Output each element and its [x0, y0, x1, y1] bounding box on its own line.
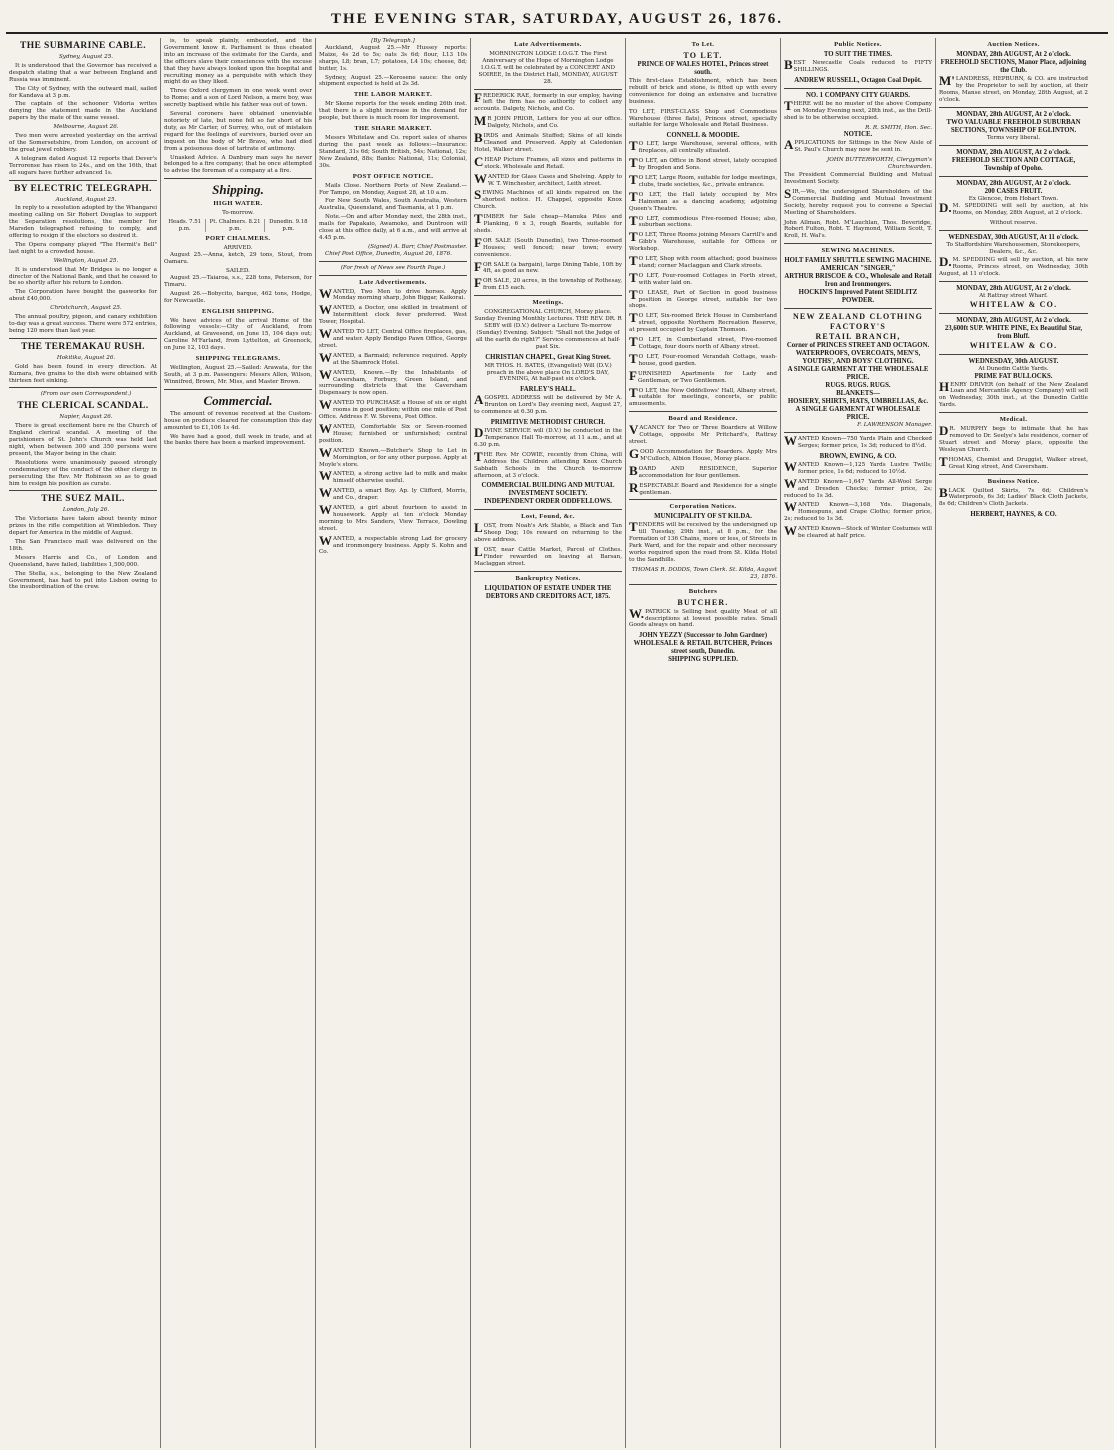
paragraph: Unasked Advice. A Danbury man says he never belonged to a fire company; that he once attempted to advise the foreman of a company at a fire.: [164, 154, 312, 175]
classified-ad: MR JOHN PRIOR, Letters for you at our office. Dalgety, Nichols, and Co.: [474, 113, 622, 130]
divider: [319, 275, 467, 276]
paragraph: Auckland, August 25.—Mr Hussey reports: Maize, 4s 2d to 5s; oats 3s 6d; flour, L13 10s sharps, L8; bran, L7; potatoes, L4 10s; cheese, 8d; butter, 1s.: [319, 44, 467, 72]
divider: [474, 295, 622, 296]
masthead-title: THE EVENING STAR, SATURDAY, AUGUST 26, 1876.: [331, 10, 783, 27]
headline-port-chalmers: PORT CHALMERS.: [205, 235, 271, 243]
paragraph: Wellington, August 25.—Sailed: Arawata, for the South, at 3 p.m. Passengers: Messrs Allen, Wilson, Winnifred, Brown, Mr. Miss, and Master Brown.: [164, 365, 312, 385]
classified-ad: John Allman, Robt. M'Lauchlan, Thos. Beveridge, Robert Fulton, Robt. T. Haymond, William Scott, T. Kroll, H. Wal's.: [784, 219, 932, 240]
paragraph: Three Oxford clergymen in one week went over to Rome; and a son of Lord Nelson, a mere boy, was secretly baptised while his father was out of town.: [164, 88, 312, 109]
paragraph: The captain of the schooner Vidoria writes denying the statement made in the Auckland papers by the mate of the same vessel.: [9, 101, 157, 122]
columns: [6, 38, 1108, 1448]
ad-title: TWO VALUABLE FREEHOLD SUBURBAN SECTIONS, TOWNSHIP OF EGLINTON.: [946, 118, 1081, 134]
ad-title: WEDNESDAY, 30th AUGUST.: [968, 357, 1059, 365]
column-3: [316, 38, 471, 1448]
classified-ad: TO LET, the New Oddfellows' Hall, Albany street, suitable for meetings, concerts, or public amusements.: [629, 384, 777, 408]
classified-ad: WANTED Known—3,168 Yds. Diagonals, Homespuns, and Crape Cloths; former price, 2s; reduced to 1s 3d.: [784, 499, 932, 523]
note: Terms very liberal.: [986, 134, 1041, 141]
ad-title: MONDAY, 28th AUGUST, At 2 o'clock.: [956, 179, 1071, 187]
headline-english-shipping: ENGLISH SHIPPING.: [201, 307, 275, 315]
headline-public-notices: Public Notices.: [834, 41, 882, 48]
classified-ad: TO LET, FIRST-CLASS Shop and Commodious Warehouse (three flats), Princes street, specially suitable for large Wholesale and Retail Business.: [629, 108, 777, 129]
divider: [939, 281, 1088, 282]
classified-ad: TENDERS will be received by the undersigned up till Tuesday, 29th inst., at 8 p.m., for the Formation of 136 Chains, more or less, of Streets in Park Ward, and for the repair and other necessary works required upon the road from St. Kilda Hotel to the Sandhills.: [629, 519, 777, 563]
classified-ad: BLACK Quilted Skirts, 7s 6d; Children's Waterproofs, 6s 3d; Ladies' Black Cloth Jackets, 8s 6d; Children's Cloth Jackets.: [939, 484, 1088, 508]
paragraph: Mr Skene reports for the week ending 26th inst. that there is a slight increase in the demand for people, but there is much room for improvement.: [319, 101, 467, 122]
paragraph: The annual poultry, pigeon, and canary exhibition to-day was a great success. There were 572 entries, being 120 more than last year.: [9, 314, 157, 334]
headline-late-advertisements: Late Advertisements.: [514, 41, 582, 48]
column-7: [936, 38, 1091, 1448]
classified-ad: TO LET, Three Rooms joining Messrs Carrill's and Gibb's Warehouse, suitable for Offices or Workshop.: [629, 229, 777, 253]
classified-ad: WANTED, Known.—By the Inhabitants of Caversham, Forbury, Green Island, and surrounding districts that the Caversham Dispensary is now open.: [319, 366, 467, 397]
classified-ad: HENRY DRIVER (on behalf of the New Zealand Loan and Mercantile Agency Company) will sell on Wednesday, 30th inst., at the Dunedin Cattle Yards.: [939, 378, 1088, 409]
classified-ad: TO LET, in Cumberland street, Five-roomed Cottage, four doors north of Albany street.: [629, 334, 777, 350]
ad-title: MONDAY, 28th AUGUST, At 2 o'clock.: [956, 148, 1071, 156]
classified-ad: FOR SALE (South Dunedin), two Three-roomed Houses; well fenced; near town; every convenience.: [474, 234, 622, 258]
classified-ad: TO LET, Six-roomed Brick House in Cumberland street, opposite Northern Recreation Reserve, at present occupied by Captain Thomson.: [629, 310, 777, 334]
headline-business-notice: Business Notice.: [987, 477, 1040, 485]
classified-ad: BEST Newcastle Coals reduced to FIFTY SHILLINGS.: [784, 57, 932, 73]
paragraph: Several coroners have obtained unenviable notoriety of late, but none fell so far short of his duty, as Mr Carter, of Surrey, who, out of mistaken regard for the feelings of survivors, buried over an inquest on the body of Mr Bravo, who had died from a poisonous dose of tartrate of antimony.: [164, 111, 312, 152]
classified-ad: This first-class Establishment, which has been rebuilt of brick and stone, is fitted up with every convenience for doing an extensive and lucrative business.: [629, 78, 777, 105]
classified-ad: SEWING Machines of all kinds repaired on the shortest notice. H. Chappel, opposite Knox Church.: [474, 187, 622, 211]
headline-medical: Medical.: [999, 416, 1028, 424]
ad-big-title: TO LET.: [683, 51, 723, 60]
dateline: Chief Post Office, Dunedin, August 26, 1876.: [325, 250, 452, 257]
divider: [164, 389, 312, 390]
classified-ad: MORNINGTON LODGE I.O.G.T. The First Anniversary of the Hope of Mornington Lodge I.O.G.T. will be celebrated by a CONCERT AND SOIREE, In the District Hall, MONDAY, AUGUST 28.: [478, 51, 618, 85]
divider: [9, 180, 157, 181]
classified-ad: TO LET, Four-roomed Cottages in Forth street, with water laid on.: [629, 269, 777, 286]
tides-table: [164, 219, 312, 232]
classified-ad: BOARD AND RESIDENCE, Superior accommodation for four gentlemen.: [629, 462, 777, 479]
classified-ad: TO LET, Large Room, suitable for lodge meetings, clubs, trade societies, &c., private entrance.: [629, 171, 777, 188]
paragraph: For New South Wales, South Australia, Western Australia, Queensland, and Tasmania, at 1 p.m.: [319, 198, 467, 212]
classified-ad: TO LET, an Office in Bond street, lately occupied by Brogden and Sons.: [629, 155, 777, 172]
classified-ad: DR. MURPHY begs to intimate that he has removed to Dr. Seelye's late residence, corner of Stuart street and Moray place, opposite the Wesleyan Church.: [939, 423, 1088, 453]
ad-title: BLANKETS—: [836, 390, 880, 398]
classified-ad: The President Commercial Building and Mutual Investment Society.: [784, 172, 932, 185]
divider: [939, 107, 1088, 108]
classified-ad: WANTED Known—750 Yards Plain and Checked Serges; former price, 1s 3d; reduced to 8½d.: [784, 433, 932, 450]
dateline: Wellington, August 25.: [53, 257, 119, 264]
note: [By Telegraph.]: [371, 38, 415, 44]
divider: [784, 243, 932, 244]
paragraph: It is understood that Mr Bridges is no longer a director of the National Bank, and that he ceased to be so shortly after his return to London.: [9, 266, 157, 287]
classified-ad: TO LET, large Warehouse, several offices, with fireplaces, all centrally situated.: [629, 138, 777, 155]
ad-big-title: BUTCHER.: [677, 597, 729, 607]
divider: [629, 584, 777, 585]
dateline: Auckland, August 25.: [55, 196, 117, 203]
signature: THOMAS R. DODDS, Town Clerk. St. Kilda, August 23, 1876.: [631, 566, 777, 580]
paragraph: Note.—On and after Monday next, the 28th inst., mails for Papakaio, Awamoko, and Duntroon will close at this office daily, at 6 a.m., and will arrive at 4.45 p.m.: [319, 214, 467, 241]
divider: [939, 474, 1088, 475]
dateline: Hokitika, August 26.: [56, 354, 116, 361]
classified-ad: RESPECTABLE Board and Residence for a single gentleman.: [629, 479, 777, 496]
classified-ad: TO LEASE, Part of Section in good business position in George street, suitable for two shops.: [629, 286, 777, 310]
classified-ad: WANTED Known.—Butcher's Shop to Let in Mornington, or for any other purpose. Apply at Moyle's store.: [319, 444, 467, 468]
ad-title: COMMERCIAL BUILDING AND MUTUAL INVESTMENT SOCIETY.: [481, 482, 615, 498]
ad-big-title: RETAIL BRANCH,: [815, 332, 901, 342]
paragraph: The San Francisco mail was delivered on the 18th.: [9, 539, 157, 552]
classified-ad: TO LET, Shop with room attached; good business stand; corner Maclaggan and Clark streets.: [629, 253, 777, 269]
divider: [474, 89, 622, 90]
headline-labor-market: THE LABOR MARKET.: [353, 91, 433, 99]
divider: [939, 230, 1088, 231]
classified-ad: CONGREGATIONAL CHURCH, Moray place. Sunday Evening Monthly Lectures. THE REV. DR. R SEBY will (D.V.) deliver a Lecture To-morrow (Sunday) Evening. Subject: "Shall not the Judge of all the earth do right?" Service commences at half-past Six.: [474, 309, 622, 350]
paragraph: We have had a good, dull week in trade, and at the banks there has been a marked improvement.: [164, 433, 312, 447]
paragraph: Resolutions were unanimously passed strongly condemnatory of the conduct of the other clergy in persecuting the Rev. Mr Robinson so as to goad him to resign his position as curate.: [9, 459, 157, 487]
classified-ad: WANTED for Glass Cases and Shelving. Apply to W. T. Winchester, architect, Leith street.: [474, 170, 622, 187]
classified-ad: APPLICATIONS for Sittings in the New Aisle of St. Paul's Church may now be sent in.: [784, 137, 932, 154]
ad-title: 23,600ft SUP. WHITE PINE, Ex Beautiful Star, from Bluff.: [944, 324, 1083, 340]
headline-shipping-telegrams: SHIPPING TELEGRAMS.: [195, 355, 281, 363]
paragraph: It is understood that the Governor has received a despatch stating that a war between England and Russia was imminent.: [9, 62, 157, 83]
classified-ad: WANTED Known—1,647 Yards All-Wool Serge and Dresden Checks; former price, 2s; reduced to 1s 3d.: [784, 475, 932, 499]
ad-title: ANDREW RUSSELL, Octagon Coal Depôt.: [794, 76, 922, 84]
ad-title: A SINGLE GARMENT AT THE WHOLESALE PRICE.: [787, 366, 929, 382]
classified-ad: TIMBER for Sale cheap—Manuka Piles and Planking, 6 x 3, rough Boards, suitable for sheds.: [474, 211, 622, 234]
classified-ad: WANTED, a strong active lad to milk and make himself otherwise useful.: [319, 468, 467, 485]
note: (From our own Correspondent.): [40, 391, 132, 398]
paragraph: Two men were arrested yesterday on the arrival of the Somersetshire, from London, on account of the great jewel robbery.: [9, 133, 157, 153]
ad-title: JOHN YEZZY (Successor to John Gardner) WHOLESALE & RETAIL BUTCHER, Princes street south, Dunedin.: [633, 632, 773, 656]
paragraph: August 25.—Taiaroa, s.s., 228 tons, Peterson, for Timaru.: [164, 274, 312, 288]
headline-sewing-machines: SEWING MACHINES.: [821, 247, 895, 255]
ad-title: BROWN, EWING, & CO.: [819, 452, 897, 460]
classified-ad: THOMAS, Chemist and Druggist, Walker street, Great King street, And Caversham.: [939, 453, 1088, 470]
divider: [939, 313, 1088, 314]
ad-title: WATERPROOFS, OVERCOATS, MEN'S, YOUTHS', AND BOYS' CLOTHING.: [795, 350, 921, 366]
headline-suez-mail: THE SUEZ MAIL.: [41, 494, 125, 505]
ad-title: RUGS. RUGS. RUGS.: [825, 382, 891, 390]
classified-ad: THERE will be no muster of the above Company on Monday Evening next, 28th inst., as the Drill-shed is to be otherwise occupied.: [784, 97, 932, 121]
divider: [474, 509, 622, 510]
note: Ex Glencoe, from Hobart Town.: [968, 195, 1059, 202]
headline-board-residence: Board and Residence.: [668, 415, 738, 423]
ad-title: MONDAY, 28th AUGUST, At 2 o'clock.: [956, 316, 1071, 324]
classified-ad: WANTED Known—Stock of Winter Costumes will be cleared at half price.: [784, 523, 932, 540]
note: To Staffordshire Warehousemen, Storekeepers, Dealers, &c., &c.: [946, 242, 1081, 256]
subhead: SAILED.: [226, 268, 250, 275]
ad-title: MUNICIPALITY OF ST KILDA.: [654, 513, 752, 521]
column-4: [471, 38, 626, 1448]
classified-ad: WANTED Known—1,125 Yards Lustre Twills; former price, 1s 6d; reduced to 10½d.: [784, 458, 932, 475]
ad-title: PRIMITIVE METHODIST CHURCH.: [490, 419, 606, 427]
dateline: Sydney, August 25.: [58, 54, 114, 60]
headline-electric-telegraph: BY ELECTRIC TELEGRAPH.: [14, 183, 152, 194]
classified-ad: WANTED TO PURCHASE a House of six or eight rooms in good position; within one mile of Post Office. Address F. W. Stevens, Post Office.: [319, 397, 467, 421]
ad-title: MONDAY, 28th AUGUST, At 2 o'clock.: [956, 284, 1071, 292]
ad-big-title: NEW ZEALAND CLOTHING FACTORY'S: [792, 312, 924, 332]
classified-ad: FREDERICK RAE, formerly in our employ, having left the firm has no authority to collect any accounts. Dalgety, Nichols, and Co.: [474, 89, 622, 113]
paragraph: Mails Close. Northern Ports of New Zealand.—For Tampo, on Monday, August 28, at 10 a.m.: [319, 182, 467, 196]
classified-ad: WANTED, a smart Boy. Ap. ly Clifford, Morris, and Co., draper.: [319, 485, 467, 502]
paragraph: is, to speak plainly, embezzled, and the Government know it. Parliament is thus cheated into an increase of the estimate for the Cards, and the officers slave their consciences with the excuse that they have always looked upon the hospital and recruiting money as a perquisite with which they might do as they liked.: [164, 38, 312, 86]
tides-chalmers: Pt. Chalmers. 8.21 p.m.: [206, 219, 264, 232]
headline-post-office: POST OFFICE NOTICE.: [352, 172, 434, 180]
paragraph: The City of Sydney, with the outward mail, sailed for Kandava at 3 p.m.: [9, 85, 157, 99]
ad-title: TO SUIT THE TIMES.: [823, 51, 893, 58]
ad-title: SHIPPING SUPPLIED.: [668, 656, 738, 664]
subhead: ARRIVED.: [223, 245, 253, 252]
classified-ad: SIR,—We, the undersigned Shareholders of the Commercial Building and Mutual Investment Society, hereby request you to convene a Special Meeting of Shareholders.: [784, 185, 932, 216]
classified-ad: LOST, from Noah's Ark Stable, a Black and Tan Sheep Dog; 10s reward on returning to the above address.: [474, 520, 622, 544]
paragraph: Sydney, August 25.—Kerosene sauce: the only shipment expected is held at 2s 3d.: [319, 74, 467, 88]
note: (For fresh of News see Fourth Page.): [340, 264, 446, 271]
ad-title: FREEHOLD SECTION AND COTTAGE, Township of Opoho.: [951, 156, 1076, 172]
headline-share-market: THE SHARE MARKET.: [354, 125, 432, 133]
divider: [629, 499, 777, 500]
paragraph: We have advices of the arrival Home of the following vessels:—City of Auckland, from Auckland, at Gravesend, on June 15, 104 days out; Caroline M'Farland, from Lyttelton, at Greenock, on June 12, 103 days.: [164, 317, 312, 352]
signature: (Signed) A. Barr, Chief Postmaster.: [368, 243, 467, 250]
tides-label: To-morrow.: [222, 210, 254, 217]
ad-title: FARLEY'S HALL.: [520, 386, 576, 394]
column-1: [6, 38, 161, 1448]
ad-title: Corner of PRINCES STREET AND OCTAGON.: [786, 342, 930, 350]
classified-ad: WANTED TO LET, Central Office fireplaces, gas, and water. Apply Bendigo Pawn Office, George street.: [319, 326, 467, 349]
section-shipping: Shipping.: [212, 182, 264, 198]
ad-title: FREEHOLD SECTIONS, Manor Place, adjoining the Club.: [940, 59, 1087, 74]
ad-big-title: WHITELAW & CO.: [969, 299, 1058, 309]
divider: [9, 338, 157, 339]
paragraph: The Stella, s.s., belonging to the New Zealand Government, has had to put into Lisbon owing to the insubordination of the crew.: [9, 570, 157, 591]
ad-title: HERBERT, HAYNES, & CO.: [970, 511, 1057, 519]
divider: [784, 432, 932, 433]
headline-auction-notices: Auction Notices.: [987, 41, 1040, 48]
note: At Dunedin Cattle Yards.: [978, 365, 1049, 372]
signature: F. LAWRENSON Manager.: [857, 422, 932, 429]
classified-ad: BIRDS and Animals Stuffed; Skins of all kinds Cleaned and Preserved. Apply at Caledonian Hotel, Walker street.: [474, 130, 622, 153]
headline-lost-found: Lost, Found, &c.: [521, 513, 575, 521]
dateline: Christchurch, August 25.: [50, 305, 122, 312]
classified-ad: D.M. SPEDDING will sell by auction, at his Rooms, on Monday, 28th August, at 2 o'clock.: [939, 200, 1088, 217]
headline-high-water: HIGH WATER.: [213, 200, 263, 208]
classified-ad: TO LET, Four-roomed Verandah Cottage, wash-house, good garden.: [629, 350, 777, 367]
classified-ad: WANTED, Comfortable Six or Seven-roomed House; furnished or unfurnished; central position.: [319, 420, 467, 444]
ad-title: LIQUIDATION OF ESTATE UNDER THE DEBTORS AND CREDITORS ACT, 1875.: [484, 584, 612, 600]
ad-big-title: WHITELAW & CO.: [969, 340, 1058, 350]
divider: [784, 88, 932, 89]
tides-heads: Heads. 7.51 p.m.: [164, 219, 206, 232]
note: At Rattray street Wharf.: [979, 292, 1048, 299]
ad-title: INDEPENDENT ORDER ODDFELLOWS.: [484, 498, 612, 506]
paragraph: There is great excitement here re the Church of England clerical scandal. A meeting of the parishioners of St. John's Church was held last night, when between 300 and 350 persons were present, the Mayor being in the chair.: [9, 423, 157, 457]
ad-title: AMERICAN "SINGER,": [820, 265, 896, 273]
divider: [9, 387, 157, 388]
signature: R. R. SMITH, Hon. Sec.: [865, 124, 932, 131]
column-2: [161, 38, 316, 1448]
headline-meetings: Meetings.: [532, 299, 564, 307]
ad-title: WEDNESDAY, 30th AUGUST, At 11 o'clock.: [948, 234, 1079, 242]
headline-submarine-cable: THE SUBMARINE CABLE.: [20, 41, 146, 51]
divider: [939, 354, 1088, 355]
headline-clerical-scandal: THE CLERICAL SCANDAL.: [17, 401, 149, 412]
classified-ad: FURNISHED Apartments for Lady and Gentleman, or Two Gentlemen.: [629, 367, 777, 384]
divider: [9, 490, 157, 491]
note: Without reserve.: [989, 220, 1038, 227]
divider: [319, 261, 467, 262]
classified-ad: WANTED, a Doctor, one skilled in treatment of Intermittent clock fever preferred. West Tower, Hospital.: [319, 302, 467, 326]
paragraph: In reply to a resolution adopted by the Whangarei meeting calling on Sir Robert Douglas to support the Separation resolutions, the member for Marsden telegraphed refusing to comply, and offering to resign if the electors so desired it.: [9, 205, 158, 240]
classified-ad: GOOD Accommodation for Boarders. Apply Mrs M'Culloch, Albion House, Moray place.: [629, 445, 777, 462]
ad-title: PRINCE OF WALES HOTEL, Princes street south.: [637, 61, 769, 76]
divider: [939, 412, 1088, 413]
classified-ad: M'LANDRESS, HEPBURN, & CO. are instructed by the Proprietor to sell by auction, at their Rooms, Manse street, on Monday, 28th August, at 2 o'clock.: [939, 73, 1088, 103]
classified-ad: MR THOS. H. BATES, (Evangelist) Will (D.V.) preach in the above place On LORD'S DAY, EVENING, At half-past six o'clock.: [484, 362, 612, 383]
ad-title: A SINGLE GARMENT AT WHOLESALE PRICE.: [795, 406, 921, 422]
ad-title: NOTICE.: [843, 131, 873, 139]
ad-title: CONNELL & MOODIE.: [666, 132, 740, 140]
ad-title: ARTHUR BRISCOE & CO., Wholesale and Retail Iron and Ironmongers.: [784, 273, 932, 289]
ad-title: HOLT FAMILY SHUTTLE SEWING MACHINE.: [784, 257, 932, 265]
paragraph: A telegram dated August 12 reports that Dever's Terrorense has risen to 24s., and on the 16th, that all sugars have further advanced 1s.: [9, 155, 157, 176]
paragraph: Gold has been found in every direction. At Kumara, five grains to the dish were obtained with thirteen feet sinking.: [9, 363, 157, 384]
classified-ad: WANTED, Two Men to drive horses. Apply Monday morning sharp, John Biggar, Kaikorai.: [319, 285, 467, 302]
headline-bankruptcy: Bankruptcy Notices.: [515, 574, 581, 582]
classified-ad: WANTED, a girl about fourteen to assist in housework. Apply at ten o'clock Monday morning to Mrs Sanders, View Terrace, Dowling street.: [319, 502, 467, 532]
classified-ad: W.PATRICK is Selling best quality Meat of all descriptions at lowest possible rates. Small Goods always on hand.: [629, 605, 777, 629]
paragraph: The Corporation have bought the gasworks for about £40,000.: [9, 289, 157, 303]
masthead: [6, 6, 1108, 34]
classified-ad: LOST, near Cattle Market, Parcel of Clothes. Finder rewarded on leaving at Barsan, Maclaggan street.: [474, 544, 622, 567]
classified-ad: TO LET, commodious Five-roomed House; also, suburban sections.: [629, 212, 777, 229]
ad-title: HOSIERY, SHIRTS, HATS, UMBRELLAS, &c.: [787, 398, 929, 406]
divider: [939, 145, 1088, 146]
dateline: London, July 26.: [62, 507, 110, 514]
classified-ad: CHEAP Picture Frames, all sizes and patterns in stock. Wholesale and Retail.: [474, 153, 622, 170]
divider: [474, 571, 622, 572]
classified-ad: FOR SALE (a bargain), large Dining Table, 10ft by 4ft, as good as new.: [474, 258, 622, 275]
ad-title: CHRISTIAN CHAPEL, Great King Street.: [485, 353, 611, 361]
ad-title: NO. 1 COMPANY CITY GUARDS.: [806, 91, 910, 99]
dateline: Melbourne, August 26.: [53, 124, 119, 131]
classified-ad: TO LET, the Hall lately occupied by Mrs Hainsman as a dancing academy, adjoining Queen's Theatre.: [629, 188, 777, 212]
classified-ad: WANTED, a Barmaid; reference required. Apply at the Shamrock Hotel.: [319, 349, 467, 366]
paragraph: August 25.—Anna, ketch, 29 tons, Stout, from Oamaru.: [164, 252, 312, 266]
paragraph: The amount of revenue received at the Custom-house on produce cleared for consumption this day amounted to £1,106 1s 4d.: [164, 410, 312, 431]
headline-butchers: Butchers: [688, 587, 718, 595]
paragraph: Messrs Whitelaw and Co. report sales of shares during the past week as follows:—Insurance: Standard, 31s 6d; South British, 54s; National, 12s; New Zealand, 88s; Banks: National, 11s; Colonial, 30s.: [319, 135, 467, 169]
signature: JOHN BUTTERWORTH, Clergyman's Churchwarden.: [826, 157, 932, 171]
headline-late-advertisements: Late Advertisements.: [359, 278, 427, 286]
column-5: [626, 38, 781, 1448]
column-6: [781, 38, 936, 1448]
headline-corporation: Corporation Notices.: [669, 503, 737, 511]
ad-title: 200 CASES FRUIT.: [984, 187, 1043, 195]
headline-to-let: To Let.: [691, 41, 715, 48]
classified-ad: D.M. SPEDDING will sell by auction, at his new Rooms, Princes street, on Wednesday, 30th August, at 11 o'clock.: [939, 253, 1088, 277]
classified-ad: AGOSPEL ADDRESS will be delivered by Mr A. Brunton on Lord's Day evening next, August 27, to commence at 6.30 p.m.: [474, 392, 622, 416]
divider: [164, 178, 312, 179]
ad-title: MONDAY, 28th AUGUST, At 2 o'clock.: [956, 110, 1071, 118]
paragraph: The Victorians have taken about twenty minor prizes in the rifle competition at Wimbledon. They depart for America in the middle of August.: [9, 516, 157, 537]
classified-ad: WANTED, a respectable strong Lad for grocery and ironmongery business. Apply S. Kohn and Co.: [319, 532, 467, 556]
headline-teremakau-rush: THE TEREMAKAU RUSH.: [21, 341, 145, 352]
paragraph: The Opera company played "The Hermit's Bell" last night to a crowded house.: [9, 241, 157, 255]
divider: [784, 308, 932, 309]
ad-title: MONDAY, 28th AUGUST, At 2 o'clock.: [956, 51, 1071, 58]
classified-ad: VACANCY for Two or Three Boarders at Willow Cottage, opposite Mr Pritchard's, Rattray street.: [629, 422, 777, 446]
tides-dunedin: Dunedin. 9.18 p.m.: [269, 219, 308, 232]
divider: [939, 176, 1088, 177]
classified-ad: THE Rev. Mr COWIE, recently from China, will Address the Children attending Knox Church Sabbath Schools in the Church to-morrow afternoon, at 3 o'clock.: [474, 448, 622, 479]
ad-title: HOCKIN'S Improved Patent SEIDLITZ POWDER.: [798, 289, 918, 305]
dateline: Napier, August 26.: [59, 414, 113, 421]
paragraph: August 26.—Bobycito, barque, 462 tons, Hodge, for Newcastle.: [164, 290, 312, 304]
classified-ad: FOR SALE, 20 acres, in the township of Rothesay, from £15 each.: [474, 275, 622, 292]
classified-ad: DIVINE SERVICE will (D.V.) be conducted in the Temperance Hall To-morrow, at 11 a.m., and at 6.30 p.m.: [474, 425, 622, 448]
paragraph: Messrs Harris and Co., of London and Queensland, have failed, liabilities 1,500,000.: [9, 554, 157, 568]
divider: [629, 411, 777, 412]
ad-title: PRIME FAT BULLOCKS.: [974, 372, 1053, 380]
section-commercial: Commercial.: [203, 392, 273, 408]
